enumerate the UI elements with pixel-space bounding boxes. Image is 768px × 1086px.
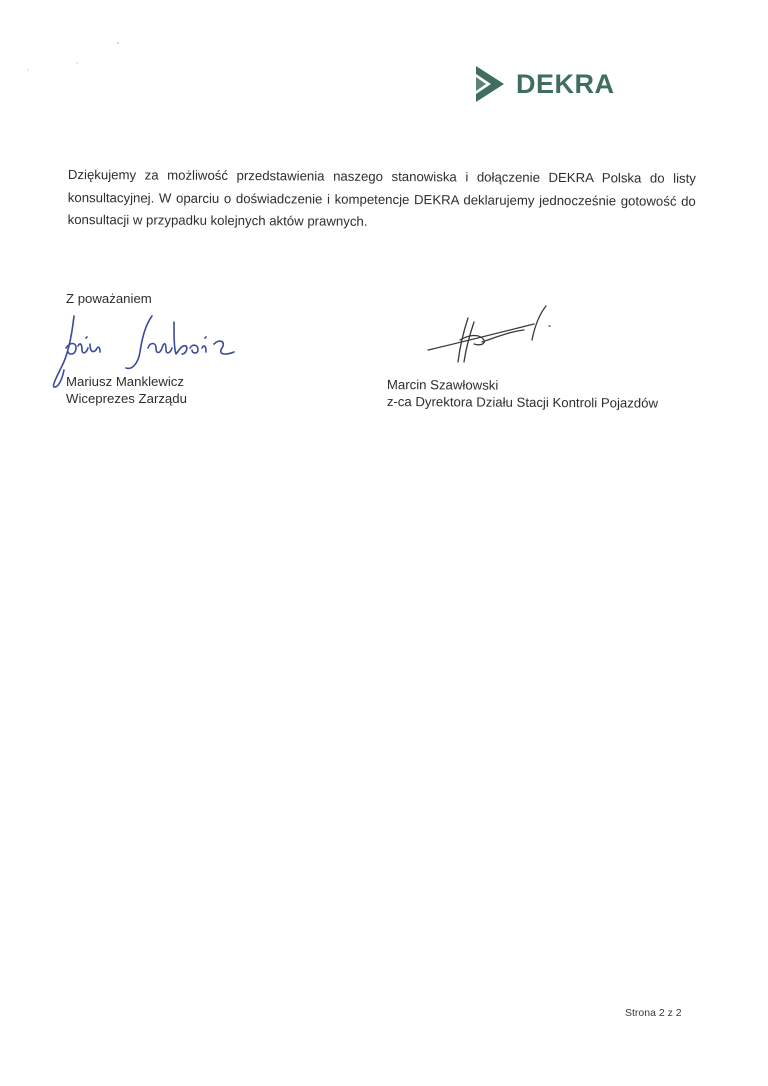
scan-specks bbox=[0, 0, 768, 120]
signatory-title: z-ca Dyrektora Działu Stacji Kontroli Pojazdów bbox=[386, 393, 659, 411]
page-number: Strona 2 z 2 bbox=[625, 1007, 682, 1019]
closing-salutation: Z poważaniem bbox=[66, 291, 152, 306]
signatory-name: Mariusz Manklewicz bbox=[66, 374, 184, 389]
right-signature-icon bbox=[424, 300, 564, 366]
left-signatory bbox=[66, 374, 187, 407]
dekra-logo bbox=[474, 64, 615, 104]
letter-paragraph: Dziękujemy za możliwość przedstawienia naszego stanowiska i dołączenie DEKRA Polska do listy konsultacyjnej. W oparciu o doświadczenie i kompetencje DEKRA deklarujemy jednocześnie gotowość do konsultacji w przypadku kolejnych aktów prawnych. bbox=[67, 166, 696, 229]
right-signatory bbox=[387, 377, 658, 412]
logo-wordmark: DEKRA bbox=[516, 68, 615, 99]
dekra-arrow-mark-icon bbox=[474, 65, 506, 103]
signatory-title: Wiceprezes Zarządu bbox=[66, 390, 187, 406]
signatory-name: Marcin Szawłowski bbox=[386, 377, 499, 393]
